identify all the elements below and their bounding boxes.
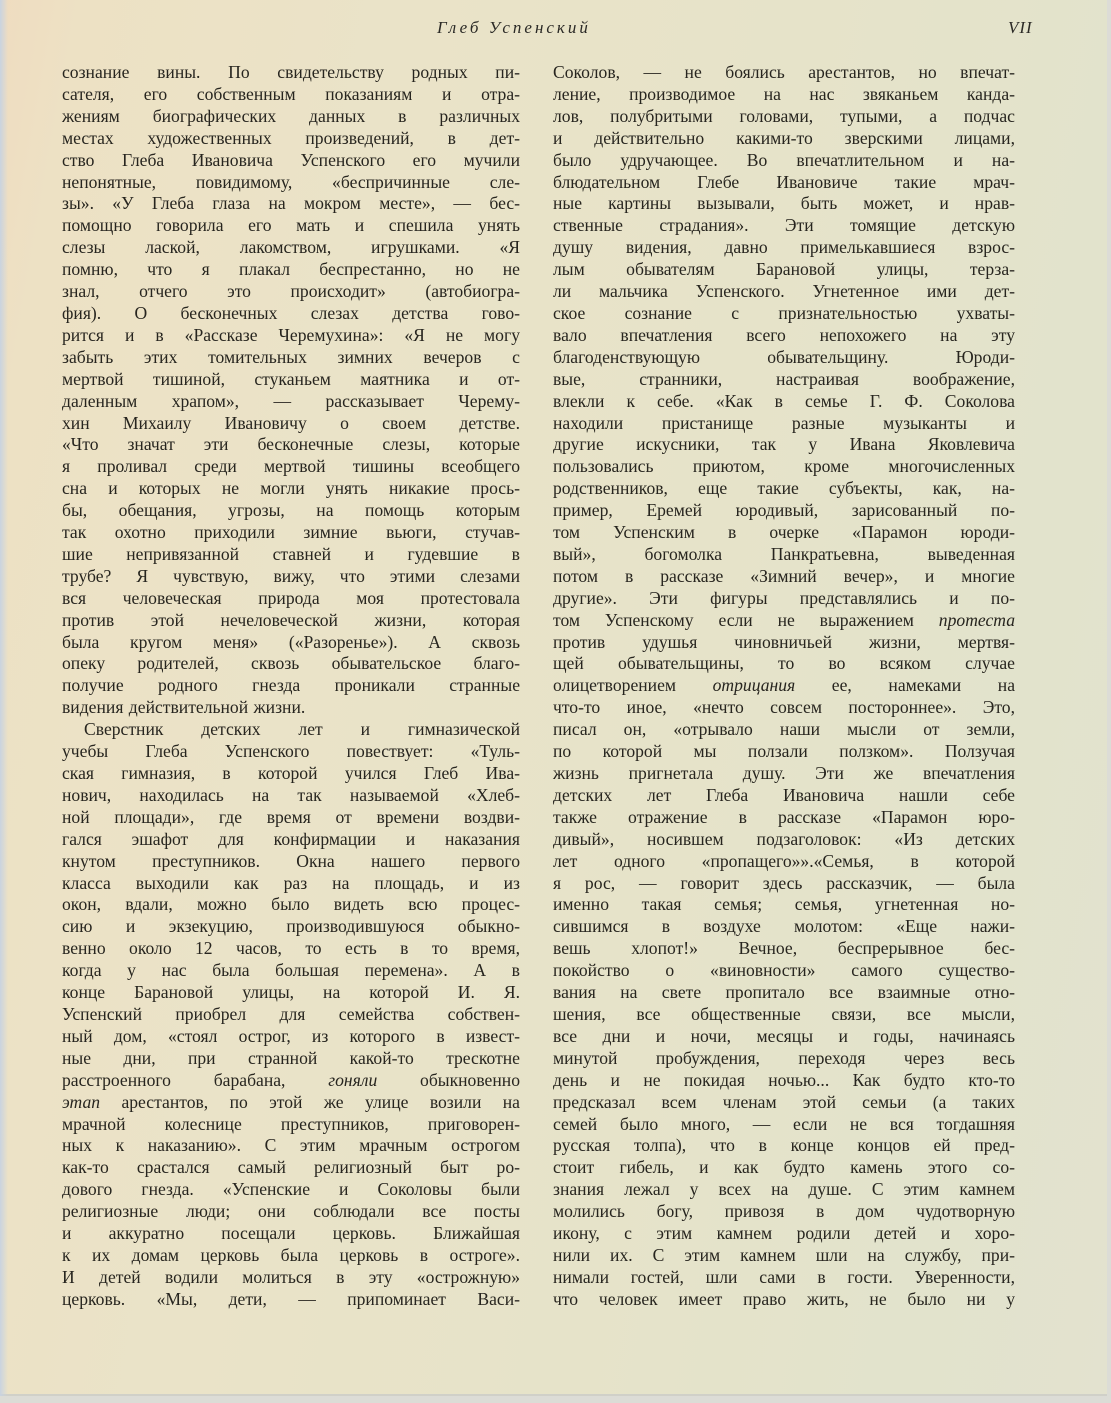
text-line: и аккуратно посещали церковь. Ближайшая xyxy=(62,1223,520,1244)
text-line: фия). О бесконечных слезах детства гово- xyxy=(62,302,520,323)
text-line: именно такая семья; семья, угнетенная но- xyxy=(553,894,1015,915)
right-column xyxy=(553,62,1015,1311)
text-line: ление, производимое на нас звяканьем канда- xyxy=(553,83,1015,104)
text-line: блюдательном Глебе Ивановиче такие мрач- xyxy=(553,171,1015,192)
text-line: что человек имеет право жить, не было ни у xyxy=(553,1288,1015,1309)
text-line: том Успенскому если не выражением протеста xyxy=(553,609,1015,630)
text-line: И детей водили молиться в эту «острожную» xyxy=(62,1266,520,1287)
text-line: сившимся в воздухе молотом: «Еще нажи- xyxy=(553,916,1015,937)
paragraph-2 xyxy=(62,719,520,1310)
text-line: день и не покидая ночью... Как будто кто-то xyxy=(553,1069,1015,1090)
text-line: знал, отчего это происходит» (автобиогра- xyxy=(62,281,520,302)
text-line: ская гимназия, в которой учился Глеб Ива- xyxy=(62,763,520,783)
text-line: вый», богомолка Панкратьевна, выведенная xyxy=(553,543,1015,564)
text-line: влекли к себе. «Как в семье Г. Ф. Соколова xyxy=(553,390,1015,411)
text-line: покойство о «виновности» самого существо- xyxy=(553,960,1015,981)
running-head xyxy=(0,18,1107,44)
text-line: олицетворением отрицания ее, намеками на xyxy=(553,675,1016,696)
text-line: нимали гостей, шли сами в гости. Уверенности, xyxy=(553,1266,1015,1287)
text-line: дового гнезда. «Успенские и Соколовы были xyxy=(62,1179,520,1200)
text-line: вся человеческая природа моя протестовала xyxy=(62,587,520,608)
text-line: сию и экзекуцию, производившуюся обыкно- xyxy=(62,916,520,937)
text-line: помню, что я плакал беспрестанно, но не xyxy=(62,259,520,280)
text-line: «Что значат эти бесконечные слезы, которые xyxy=(62,434,520,455)
text-line: что-то иное, «нечто совсем постороннее». Это, xyxy=(553,697,1015,718)
text-line: Успенский приобрел для семейства собствен- xyxy=(62,1003,520,1024)
text-line: так охотно приходили зимние вьюги, стучав- xyxy=(62,522,520,543)
text-line: сна и которых не могли унять никакие прось- xyxy=(62,478,520,499)
text-line: я рос, — говорит здесь рассказчик, — была xyxy=(553,872,1015,893)
text-line: лов, полубритыми головами, тупыми, а подчас xyxy=(553,105,1015,126)
text-line: вые, странники, настраивая воображение, xyxy=(553,368,1015,389)
text-line: предсказал всем членам этой семьи (а таких xyxy=(553,1091,1015,1112)
text-line: жизнь пригнетала душу. Эти же впечатления xyxy=(553,763,1015,783)
text-line: бы, обещания, угрозы, на помощь которым xyxy=(62,500,520,521)
text-line: церковь. «Мы, дети, — припоминает Васи- xyxy=(62,1288,520,1309)
left-column xyxy=(62,62,520,1311)
text-line: детских лет Глеба Ивановича нашли себе xyxy=(553,784,1015,805)
text-line: по которой мы ползали ползком». Ползучая xyxy=(553,741,1015,762)
text-line: нили их. С этим камнем шли на службу, при- xyxy=(553,1244,1015,1265)
text-line: к их домам церковь была церковь в остроге». xyxy=(62,1244,520,1265)
text-line: знания лежал у всех на душе. С этим камнем xyxy=(553,1179,1015,1200)
text-line: родственников, еще такие субъекты, как, на- xyxy=(553,478,1015,499)
text-line: жениям биографических данных в различных xyxy=(62,105,520,126)
text-line: икону, с этим камнем родили детей и хоро- xyxy=(553,1223,1015,1244)
text-line: дивый», носившем подзаголовок: «Из детских xyxy=(553,828,1015,849)
text-line: вешь хлопот!» Вечное, беспрерывное бес- xyxy=(553,938,1015,959)
text-line: пример, Еремей юродивый, зарисованный по- xyxy=(553,500,1015,521)
text-line: было удручающее. Во впечатлительном и на- xyxy=(553,149,1015,170)
paragraph-3 xyxy=(553,62,1015,1311)
text-line: том Успенским в очерке «Парамон юроди- xyxy=(553,522,1015,543)
text-line: ское сознание с признательностью ухваты- xyxy=(553,302,1015,323)
text-line: ли мальчика Успенского. Угнетенное ими дет- xyxy=(553,281,1015,302)
text-line: минутой пробуждения, переходя через весь xyxy=(553,1047,1015,1068)
text-line: семей было много, — если не вся тогдашняя xyxy=(553,1113,1015,1134)
text-line: непонятные, повидимому, «беспричинные сле- xyxy=(62,171,520,192)
text-line: получие родного гнезда проникали странные xyxy=(62,675,520,696)
text-line: ные дни, при странной какой-то трескотне xyxy=(62,1047,520,1068)
text-line: рится и в «Рассказе Черемухина»: «Я не могу xyxy=(62,324,520,345)
text-line: душу видения, давно примелькавшиеся взрос- xyxy=(553,237,1015,258)
text-line: другие». Эти фигуры представлялись и по- xyxy=(553,587,1015,608)
text-line: стоит гибель, и как будто камень этого со- xyxy=(553,1157,1015,1178)
text-line: русская толпа), что в конце концов ей пред- xyxy=(553,1135,1015,1156)
text-line: благоденствующую обывательщину. Юроди- xyxy=(553,346,1015,367)
text-line: этап арестантов, по этой же улице возили на xyxy=(62,1091,520,1112)
text-line: была кругом меня» («Разоренье»). А сквозь xyxy=(62,631,520,652)
text-line: зы». «У Глеба глаза на мокром месте», — бес- xyxy=(62,193,520,214)
text-line: против удушья чиновничьей жизни, мертвя- xyxy=(553,631,1015,652)
text-line: мрачной колеснице преступников, приговорен- xyxy=(62,1113,520,1134)
text-line: сателя, его собственным показаниям и отра- xyxy=(62,83,520,104)
text-line: нович, находилась на так называемой «Хлеб- xyxy=(62,784,520,805)
running-title: Глеб Успенский xyxy=(437,18,591,37)
paragraph-1 xyxy=(62,62,520,719)
text-line: кнутом преступников. Окна нашего первого xyxy=(62,850,520,871)
text-line: все дни и ночи, месяцы и годы, начинаясь xyxy=(553,1025,1015,1046)
text-line: пользовались приютом, кроме многочисленных xyxy=(553,456,1015,477)
text-line: шие непривязанной ставней и гудевшие в xyxy=(62,543,520,564)
text-line: ной площади», где время от времени воздви- xyxy=(62,806,520,827)
text-line: религиозные люди; они соблюдали все посты xyxy=(62,1201,520,1222)
text-line: щей обывательщины, то во всяком случае xyxy=(553,653,1015,674)
text-line: я проливал среди мертвой тишины всеобщего xyxy=(62,456,520,477)
text-line: класса выходили как раз на площадь, и из xyxy=(62,872,520,893)
text-line: другие искусники, так у Ивана Яковлевича xyxy=(553,434,1015,455)
text-line: трубе? Я чувствую, вижу, что этими слезами xyxy=(62,565,520,586)
text-line: конце Барановой улицы, на которой И. Я. xyxy=(62,982,520,1003)
text-line: лым обывателям Барановой улицы, терза- xyxy=(553,259,1015,280)
text-line: местах художественных произведений, в дет- xyxy=(62,127,520,148)
text-line: сознание вины. По свидетельству родных пи- xyxy=(62,62,520,82)
text-line: и действительно какими-то зверскими лицами, xyxy=(553,127,1015,148)
text-line: также отражение в рассказе «Парамон юро- xyxy=(553,806,1015,827)
text-line: забыть этих томительных зимних вечеров с xyxy=(62,346,520,367)
text-line: Сверстник детских лет и гимназической xyxy=(84,719,520,740)
text-line: видения действительной жизни. xyxy=(62,697,306,718)
text-line: когда у нас была большая перемена». А в xyxy=(62,960,520,981)
text-line: ных к наказанию». С этим мрачным острогом xyxy=(62,1135,520,1156)
text-line: находили пристанище разные музыканты и xyxy=(553,412,1015,433)
text-line: вало впечатления всего непохожего на эту xyxy=(553,324,1015,345)
text-line: лет одного «пропащего»».«Семья, в которой xyxy=(553,850,1015,871)
text-line: даленным храпом», — рассказывает Черему- xyxy=(62,390,520,411)
text-line: окон, вдали, можно было видеть всю процес- xyxy=(62,894,520,915)
text-line: венно около 12 часов, то есть в то время, xyxy=(62,938,520,959)
text-line: гался эшафот для конфирмации и наказания xyxy=(62,828,520,849)
text-line: ные картины вызывали, быть может, и нрав- xyxy=(553,193,1015,214)
text-line: как-то срастался самый религиозный быт ро- xyxy=(62,1157,520,1178)
text-line: Соколов, — не боялись арестантов, но впечат- xyxy=(553,62,1015,82)
text-line: мертвой тишиной, стуканьем маятника и от- xyxy=(62,368,520,389)
text-line: вания на свете пропитало все взаимные отно- xyxy=(553,982,1015,1003)
page-number: VII xyxy=(1008,18,1033,37)
text-line: слезы лаской, лакомством, игрушками. «Я xyxy=(62,237,520,258)
text-line: учебы Глеба Успенского повествует: «Туль- xyxy=(62,741,520,762)
text-line: потом в рассказе «Зимний вечер», и многие xyxy=(553,565,1015,586)
text-line: писал он, «отрывало наши мысли от земли, xyxy=(553,719,1015,740)
text-line: ный дом, «стоял острог, из которого в извест- xyxy=(62,1025,520,1046)
text-line: хин Михаилу Ивановичу о своем детстве. xyxy=(62,412,520,433)
text-line: опеку родителей, сквозь обывательское благо- xyxy=(62,653,520,674)
text-line: ственные страдания». Эти томящие детскую xyxy=(553,215,1015,236)
text-line: шения, все общественные связи, все мысли, xyxy=(553,1003,1015,1024)
text-line: помощно говорила его мать и спешила унять xyxy=(62,215,520,236)
text-line: расстроенного барабана, гоняли обыкновенно xyxy=(62,1069,520,1090)
text-line: против этой нечеловеческой жизни, которая xyxy=(62,609,520,630)
text-line: молились богу, привозя в дом чудотворную xyxy=(553,1201,1015,1222)
text-line: ство Глеба Ивановича Успенского его мучили xyxy=(62,149,520,170)
